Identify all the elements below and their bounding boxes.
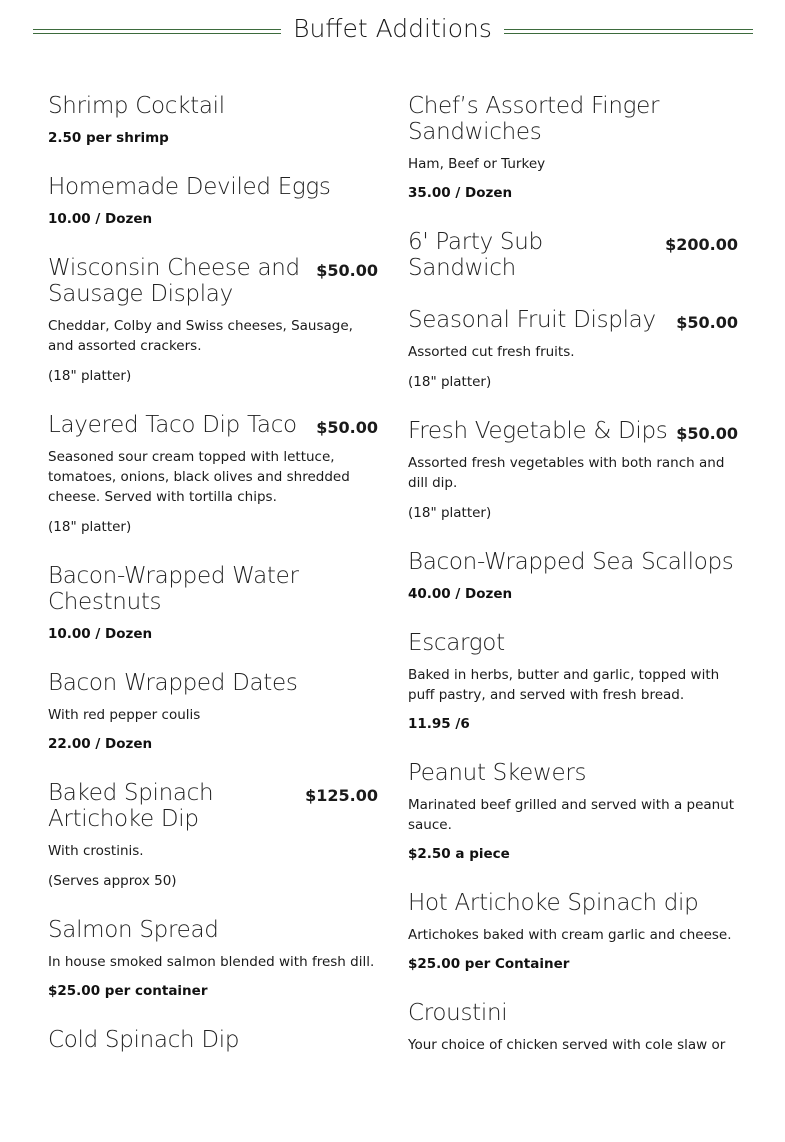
menu-item-name: Peanut Skewers (408, 760, 587, 786)
menu-item-description: Baked in herbs, butter and garlic, topped with puff pastry, and served with fresh bread. (408, 667, 720, 703)
menu-item-name: Homemade Deviled Eggs (48, 174, 331, 200)
menu-item (48, 917, 378, 1001)
menu-item-description: Marinated beef grilled and served with a peanut sauce. (408, 797, 735, 833)
menu-item-description: Ham, Beef or Turkey (408, 156, 546, 172)
menu-item-name: Shrimp Cocktail (48, 93, 225, 119)
menu-item-price: $125.00 (305, 786, 378, 805)
menu-item-name: Wisconsin Cheese and Sausage Display (48, 255, 300, 307)
menu-item (408, 1000, 738, 1055)
menu-item (48, 670, 378, 754)
menu-item-price: $50.00 (316, 261, 378, 280)
menu-item (48, 255, 378, 386)
menu-item-header (408, 93, 738, 145)
menu-item-header (408, 630, 738, 656)
menu-item-header (408, 229, 738, 281)
menu-item-header (408, 307, 738, 333)
menu-item-description: With crostinis. (48, 843, 144, 859)
menu-item-description: In house smoked salmon blended with fresh dill. (48, 954, 375, 970)
menu-item-pricing: $25.00 per container (48, 983, 208, 999)
menu-item-header (408, 549, 738, 575)
menu-item-header (48, 412, 378, 438)
menu-column-right (408, 93, 738, 1081)
menu-item (408, 418, 738, 523)
menu-item-name: 6' Party Sub Sandwich (408, 229, 543, 281)
menu-item-pricing: 2.50 per shrimp (48, 130, 169, 146)
menu-item (408, 549, 738, 604)
menu-item-name: Bacon Wrapped Dates (48, 670, 298, 696)
menu-item-name: Chef’s Assorted Finger Sandwiches (408, 93, 660, 145)
menu-item-name: Bacon-Wrapped Water Chestnuts (48, 563, 299, 615)
menu-item (408, 760, 738, 864)
menu-item-header (48, 255, 378, 307)
header-rule-left (33, 29, 281, 34)
menu-item-pricing: $25.00 per Container (408, 956, 570, 972)
menu-item-name: Bacon-Wrapped Sea Scallops (408, 549, 734, 575)
menu-item (48, 780, 378, 891)
menu-item-pricing: 10.00 / Dozen (48, 626, 153, 642)
menu-item-description: Assorted fresh vegetables with both ranch and dill dip. (408, 455, 725, 491)
menu-item-name: Fresh Vegetable & Dips (408, 418, 668, 444)
menu-item-name: Cold Spinach Dip (48, 1027, 240, 1053)
menu-item (408, 229, 738, 281)
menu-item-name: Layered Taco Dip Taco (48, 412, 297, 438)
menu-item-pricing: 35.00 / Dozen (408, 185, 513, 201)
menu-item-pricing: $2.50 a piece (408, 846, 510, 862)
menu-item (48, 563, 378, 644)
menu-item-header (408, 890, 738, 916)
menu-item-description: With red pepper coulis (48, 707, 201, 723)
menu-item-description: Your choice of chicken served with cole slaw or (408, 1037, 726, 1053)
menu-item-description: Assorted cut fresh fruits. (408, 344, 575, 360)
menu-item-header (48, 563, 378, 615)
menu-item-name: Salmon Spread (48, 917, 219, 943)
menu-item-price: $50.00 (676, 424, 738, 443)
menu-item-price: $50.00 (316, 418, 378, 437)
menu-item-price: $50.00 (676, 313, 738, 332)
page-header (33, 12, 753, 52)
menu-item-header (48, 917, 378, 943)
menu-item-header (408, 760, 738, 786)
menu-item (408, 93, 738, 203)
menu-item (408, 890, 738, 974)
menu-item-header (48, 93, 378, 119)
menu-item-description: Seasoned sour cream topped with lettuce, tomatoes, onions, black olives and shredded cheese. Served with tortilla chips. (48, 449, 350, 505)
menu-item (48, 93, 378, 148)
menu-item-note: (Serves approx 50) (48, 873, 177, 889)
menu-item-note: (18" platter) (48, 519, 132, 535)
menu-item-name: Escargot (408, 630, 505, 656)
menu-item-name: Croustini (408, 1000, 508, 1026)
menu-item-header (48, 1027, 378, 1053)
menu-item (48, 412, 378, 537)
menu-item-note: (18" platter) (408, 505, 492, 521)
menu-column-left (48, 93, 378, 1079)
menu-item-header (48, 670, 378, 696)
menu-item-name: Baked Spinach Artichoke Dip (48, 780, 214, 832)
menu-item-header (408, 1000, 738, 1026)
menu-item-name: Seasonal Fruit Display (408, 307, 656, 333)
menu-item (48, 174, 378, 229)
menu-item-description: Cheddar, Colby and Swiss cheeses, Sausage, and assorted crackers. (48, 318, 353, 354)
menu-item-header (48, 174, 378, 200)
menu-item-pricing: 11.95 /6 (408, 716, 470, 732)
menu-item-note: (18" platter) (48, 368, 132, 384)
menu-item (48, 1027, 378, 1053)
menu-item-description: Artichokes baked with cream garlic and cheese. (408, 927, 732, 943)
menu-item-name: Hot Artichoke Spinach dip (408, 890, 699, 916)
menu-item (408, 630, 738, 734)
menu-item-pricing: 40.00 / Dozen (408, 586, 513, 602)
menu-item-header (48, 780, 378, 832)
page-title: Buffet Additions (293, 14, 492, 43)
menu-item-note: (18" platter) (408, 374, 492, 390)
header-rule-right (504, 29, 753, 34)
menu-item-price: $200.00 (665, 235, 738, 254)
menu-item-pricing: 22.00 / Dozen (48, 736, 153, 752)
menu-item-pricing: 10.00 / Dozen (48, 211, 153, 227)
menu-item-header (408, 418, 738, 444)
menu-item (408, 307, 738, 392)
